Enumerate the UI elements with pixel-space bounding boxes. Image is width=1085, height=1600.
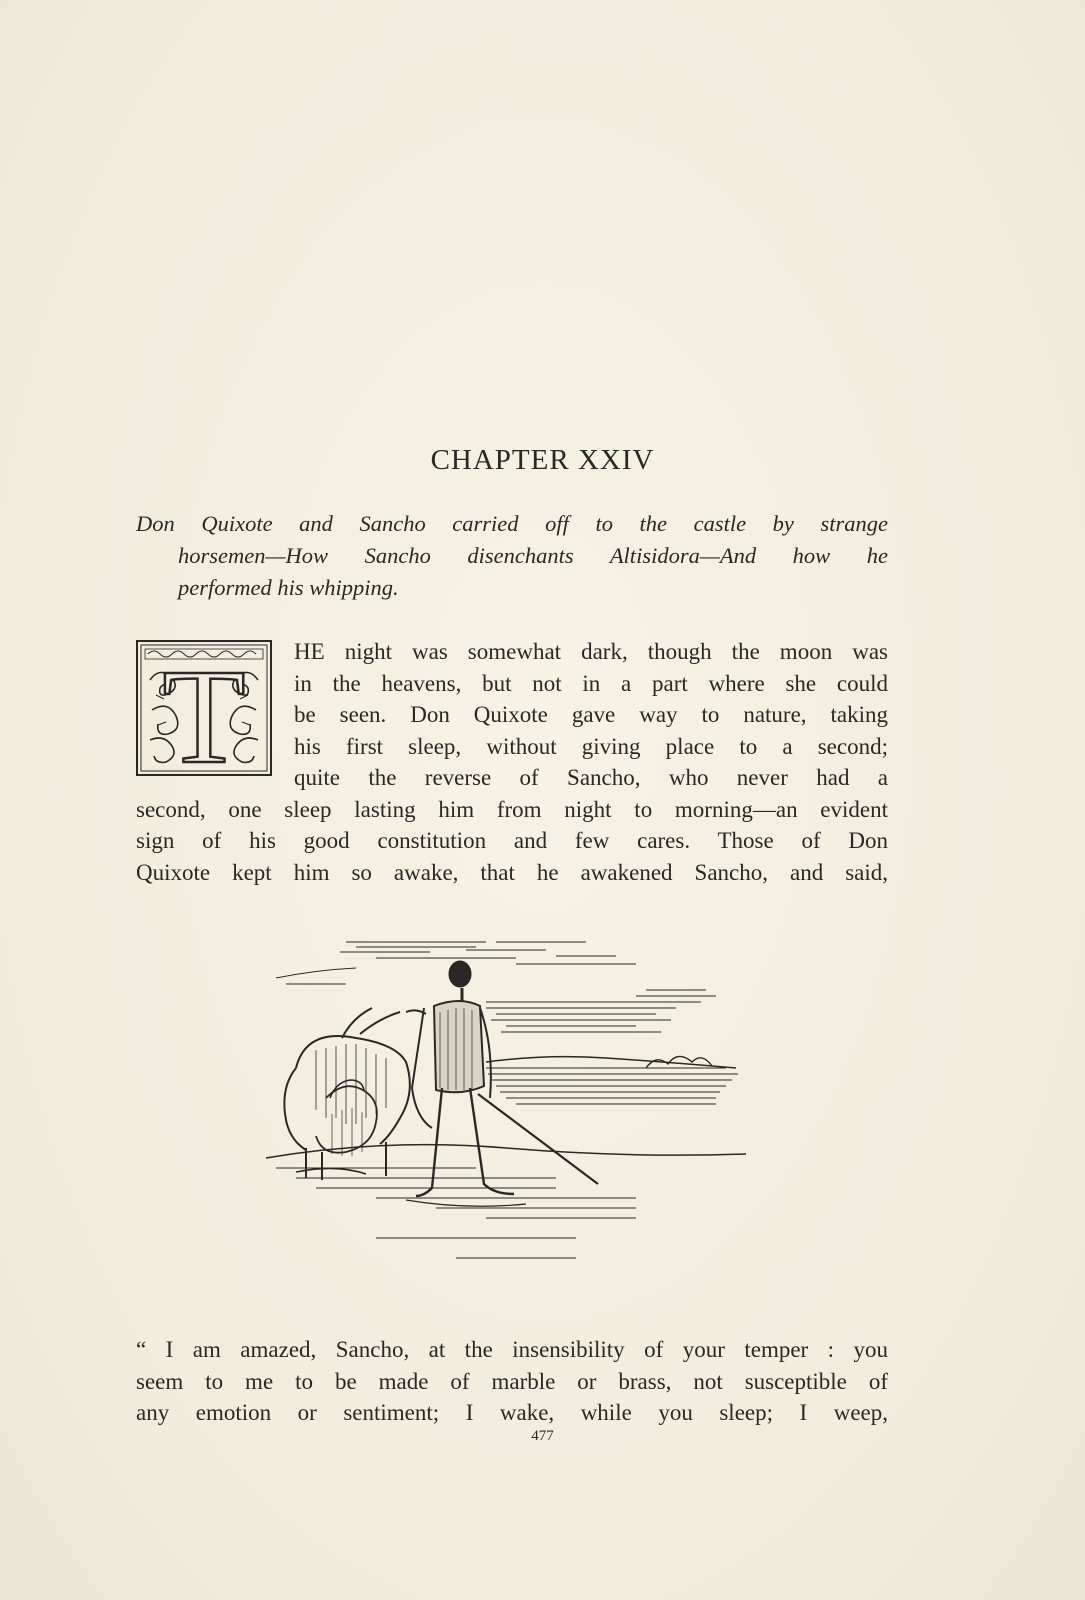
text-line: in the heavens, but not in a part where she could [294,670,888,696]
text-line: quite the reverse of Sancho, who never had a [294,765,888,790]
text-line: Quixote kept him so awake, that he awakened Sancho, and said, [136,859,888,885]
text-line: “ I am amazed, Sancho, at the insensibility of your temper : you [136,1337,888,1362]
summary-line: horsemen—How Sancho disenchants Altisidora—And how he [178,543,888,568]
text-line: sign of his good constitution and few cares. Those of Don [136,828,888,853]
text-line: be seen. Don Quixote gave way to nature, taking [294,702,888,727]
chapter-summary [136,508,888,604]
summary-line: Don Quixote and Sancho carried off to the castle by strange [136,511,888,536]
text-line: HE night was somewhat dark, though the moon was [294,639,888,664]
text-line: second, one sleep lasting him from night to morning—an evident [136,796,888,822]
summary-line: performed his whipping. [178,575,399,600]
chapter-title: CHAPTER XXIV [430,444,655,476]
drop-cap-letter: T [162,642,246,776]
paragraph-opening [136,636,888,888]
engraving-illustration [256,938,756,1308]
text-line: any emotion or sentiment; I wake, while you sleep; I weep, [136,1400,888,1425]
paragraph-dialogue [136,1334,888,1429]
text-line: his first sleep, without giving place to a second; [294,733,888,759]
page-number: 477 [531,1428,554,1444]
text-line: seem to me to be made of marble or brass, not susceptible of [136,1368,888,1394]
